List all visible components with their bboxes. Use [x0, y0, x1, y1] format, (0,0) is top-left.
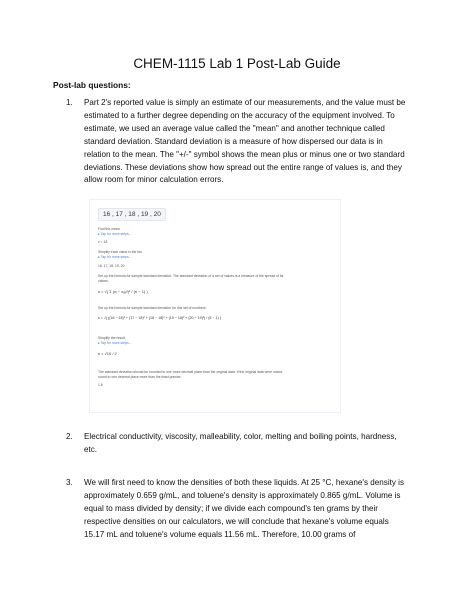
step-text: The standard deviation should be rounded to one more decimal place than the original data. If the original data were mixed,	[98, 370, 283, 374]
section-heading: Post-lab questions:	[53, 80, 131, 90]
result-value: 1.6	[98, 383, 103, 387]
tap-for-steps-link[interactable]: ▸ Tap for more steps...	[98, 255, 132, 259]
page-title: CHEM-1115 Lab 1 Post-Lab Guide	[133, 56, 341, 71]
tap-for-steps-link[interactable]: ▸ Tap for more steps...	[98, 232, 132, 236]
item-text: Part 2's reported value is simply an estimate of our measurements, and the value must be estimated to a further degree depending on the accuracy of the equipment involved. To estimate, we used an average value called the "mean" and another technique called standard deviation. Standard deviation is a measure of how dispersed our data is in relation to the mean. The "+/-" symbol shows the mean plus or minus one or two standard deviations. These deviations show how spread out the entire range of values is, and they allow room for minor calculation errors.	[84, 98, 406, 185]
question-item-2	[66, 431, 410, 457]
step-text: x = 18	[98, 240, 108, 244]
item-number: 3.	[66, 478, 73, 487]
step-text: Set up the formula for sample standard deviation for this set of numbers.	[98, 306, 207, 310]
formula-general: s = √( Σ (xᵢ − xₐᵥᵍ)² / (n − 1) )	[98, 289, 148, 294]
item-number: 2.	[66, 432, 73, 441]
step-text: Set up the formula for sample standard deviation. The standard deviation of a set of values is a measure of the spread of its	[98, 274, 284, 278]
data-set-box: 16 , 17 , 18 , 19 , 20	[98, 208, 166, 221]
item-number: 1.	[66, 98, 73, 107]
formula-simplified: s = √10 / 2	[98, 351, 117, 356]
item-text: Electrical conductivity, viscosity, malleability, color, melting and boiling points, hardness, etc.	[84, 432, 397, 454]
item-text: We will first need to know the densities of both these liquids. At 25 °C, hexane's density is approximately 0.659 g/mL, and toluene's density is approximately 0.865 g/mL. Volume is equal to mass divided by density; if we divide each compound's ten grams by their respective densities on our calculators, we will conclude that hexane's volume equals 15.17 mL and toluene's volume equals 11.56 mL. Therefore, 10.00 grams of	[84, 478, 405, 539]
step-text: round to one decimal place more than the least precise.	[98, 375, 182, 379]
question-item-1	[66, 97, 410, 187]
step-text: 16, 17, 18, 19, 20	[98, 264, 125, 268]
calculator-screenshot	[89, 199, 341, 413]
question-item-3	[66, 477, 410, 542]
step-text: Simplify each value in the list.	[98, 250, 143, 254]
step-text: Simplify the result.	[98, 336, 126, 340]
step-text: values.	[98, 279, 109, 283]
formula-applied: s = √( ((16 − 18)² + (17 − 18)² + (18 − 18)² + (19 − 18)² + (20 − 19)²) / (5 − 1) )	[98, 316, 221, 320]
step-text: Find the mean.	[98, 227, 121, 231]
tap-for-steps-link[interactable]: ▸ Tap for more steps...	[98, 341, 132, 345]
